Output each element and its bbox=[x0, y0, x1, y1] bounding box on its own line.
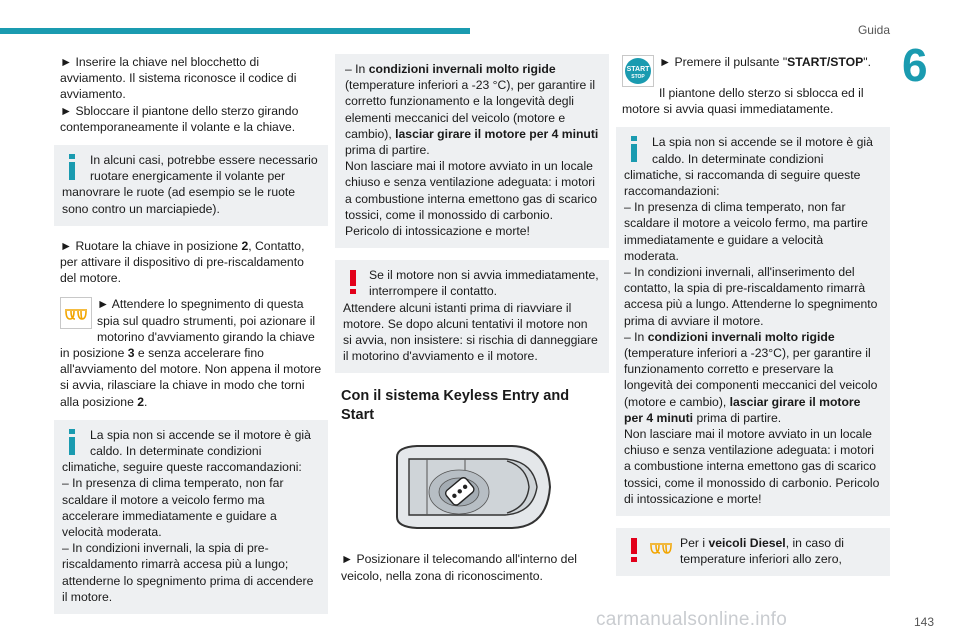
section-title-keyless: Con il sistema Keyless Entry and Start bbox=[341, 388, 570, 424]
column-2 bbox=[341, 54, 603, 584]
chapter-number: 6 bbox=[902, 39, 928, 91]
info-box-keyless-preheating bbox=[616, 127, 890, 516]
glow-plug-icon bbox=[60, 297, 92, 329]
info-icon bbox=[624, 135, 646, 163]
info-keyless-temperate: – In presenza di clima temperato, non far scaldare il motore a veicolo fermo, ma partire immediatamente e guidare a velocità moderata. bbox=[624, 200, 868, 263]
warning-no-start-text-2: Attendere alcuni istanti prima di riavviare il motore. Se dopo alcuni tentativi il motore non si avvia, non insistere: si rischia di danneggiare il motorino d'avviamento e il motore. bbox=[343, 300, 598, 364]
info-steering-text: In alcuni casi, potrebbe essere necessario ruotare energicamente il volante per manovrare le ruote (ad esempio se le ruote sono contro un marciapiede). bbox=[62, 153, 318, 216]
warning-no-start-text-1: Se il motore non si avvia immediatamente, interrompere il contatto. bbox=[369, 268, 599, 299]
info-preheating-winter: – In condizioni invernali, la spia di pre-riscaldamento rimarrà accesa più a lungo; attenderne lo spegnimento prima di accendere il motore. bbox=[62, 541, 314, 604]
warning-icon bbox=[343, 268, 363, 296]
watermark: carmanualsonline.info bbox=[596, 609, 788, 630]
extreme-cold-text: – In condizioni invernali molto rigide (temperature inferiori a -23 °C), per garantire il corretto funzionamento e la longevità degli elementi meccanici del veicolo (motore e cambio), lasciar girare il motore per 4 minuti prima di partire. bbox=[345, 62, 599, 158]
page-number: 143 bbox=[913, 615, 934, 629]
stop-label: STOP bbox=[631, 74, 645, 80]
header-section-title: Guida bbox=[857, 23, 890, 37]
ventilation-warning-text: Non lasciare mai il motore avviato in un locale chiuso e senza ventilazione adeguata: i motori a combustione interna emettono gas di scarico tossici, come il monossido di carbonio. Pericolo di intossicazione e morte! bbox=[345, 159, 598, 239]
instruction-position-remote: ► Posizionare il telecomando all'interno del veicolo, nella zona di riconoscimento. bbox=[341, 552, 577, 583]
glow-plug-icon bbox=[648, 539, 674, 559]
instruction-press-start: START STOP ► Premere il pulsante "START/STOP". Il piantone dello sterzo si sblocca ed il motore si avvia quasi immediatamente. bbox=[622, 54, 884, 117]
info-preheating-text: La spia non si accende se il motore è già caldo. In determinate condizioni climatiche, seguire queste raccomandazioni: bbox=[62, 427, 311, 475]
instruction-turn-key-2: ► Ruotare la chiave in posizione 2, Contatto, per attivare il dispositivo di pre-riscaldamento del motore. bbox=[60, 238, 305, 286]
keyless-car-icon bbox=[387, 437, 557, 537]
steering-unlock-text: Il piantone dello sterzo si sblocca ed il motore si avvia quasi immediatamente. bbox=[622, 86, 864, 117]
warning-diesel-text: Per i veicoli Diesel, in caso di temperature inferiori allo zero, bbox=[680, 536, 844, 567]
info-icon bbox=[62, 428, 84, 456]
info-box-preheating bbox=[54, 420, 328, 614]
info-box-steering bbox=[54, 145, 328, 226]
column-3 bbox=[622, 54, 884, 588]
warning-box-diesel bbox=[616, 528, 890, 576]
info-keyless-ventilation: Non lasciare mai il motore avviato in un locale chiuso e senza ventilazione adeguata: i motori a combustione interna emettono gas di scarico tossici, come il monossido di carbonio. Pericolo di intossicazione e morte! bbox=[624, 427, 880, 506]
column-1 bbox=[60, 54, 322, 626]
info-keyless-extreme-cold: – In condizioni invernali molto rigide (temperature inferiori a -23°C), per garantire il funzionamento corretto e preservare la longevità dei componenti meccanici del veicolo (motore e cambio), lasciar girare il motore per 4 minuti prima di partire. bbox=[624, 329, 878, 425]
warning-icon bbox=[624, 536, 644, 564]
info-keyless-text: La spia non si accende se il motore è già caldo. In determinate condizioni climatiche, si raccomanda di seguire queste raccomandazioni: bbox=[624, 135, 873, 199]
start-label: START bbox=[626, 66, 650, 73]
warning-box-no-start bbox=[335, 260, 609, 373]
start-stop-button-icon bbox=[622, 55, 654, 87]
info-icon bbox=[62, 153, 84, 181]
header-accent-bar bbox=[0, 28, 470, 34]
instruction-insert-key: ► Inserire la chiave nel blocchetto di avviamento. Il sistema riconosce il codice di avviamento. bbox=[60, 55, 297, 102]
info-keyless-winter: – In condizioni invernali, all'inserimento del contatto, la spia di pre-riscaldamento rimarrà accesa più a lungo. Attenderne lo spegnimento prima di avviare il motore. bbox=[624, 265, 878, 328]
instruction-wait-glow-plug: ► Attendere lo spegnimento di questa spia sul quadro strumenti, poi azionare il motorino d'avviamento girando la chiave in posizione 3 e senza accelerare fino all'avviamento del motore. Non appena il motore si avvia, rilasciare la chiave in modo che torni alla posizione 2. bbox=[60, 297, 322, 409]
instruction-unlock-steering: ► Sbloccare il piantone dello sterzo girando contemporaneamente il volante e la chiave. bbox=[60, 103, 299, 134]
info-preheating-temperate: – In presenza di clima temperato, non far scaldare il motore a veicolo fermo ma accelerare immediatamente e guidare a velocità moderata. bbox=[62, 476, 284, 540]
info-box-extreme-cold bbox=[335, 54, 609, 248]
